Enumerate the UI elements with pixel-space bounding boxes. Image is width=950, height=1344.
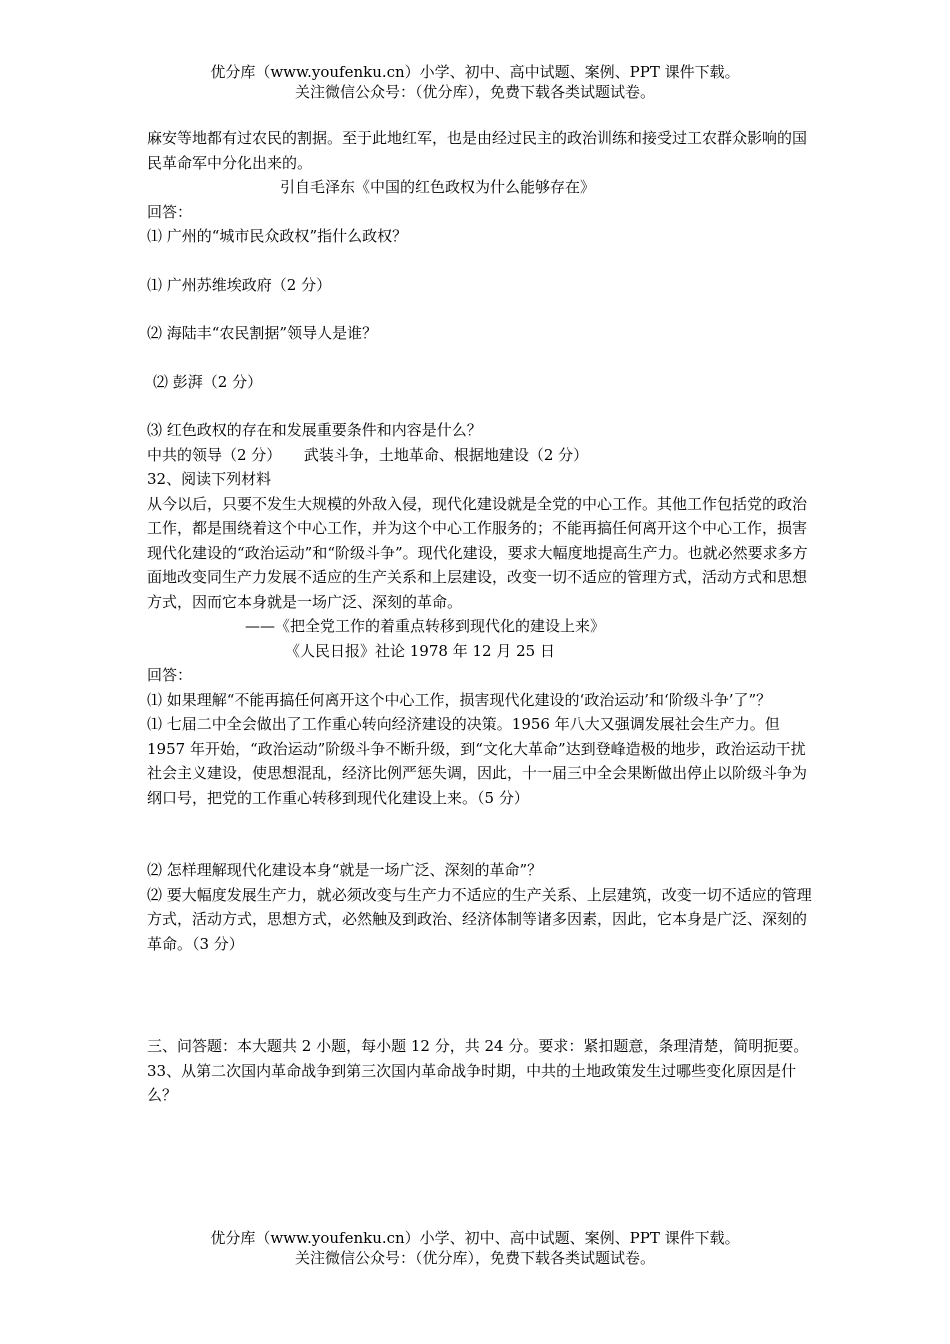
q32-answer-1: ⑴ 七届二中全会做出了工作重心转向经济建设的决策。1956 年八大又强调发展社会生产力。但 1957 年开始，“政治运动”阶级斗争不断升级，到“文化大革命”达到登峰造极的地步，政治运动干扰社会主义建设，使思想混乱，经济比例严惩失调，因此，十一届三中全会果断做出停止以阶级斗争为纲口号，把党的工作重心转移到现代化建设上来。（5 分） [147, 715, 808, 807]
q32-title: 32、阅读下列材料 [147, 470, 272, 488]
q32-question-2: ⑵ 怎样理解现代化建设本身“就是一场广泛、深刻的革命”？ [147, 861, 543, 879]
footer-line-1: 优分库（www.youfenku.cn）小学、初中、高中试题、案例、PPT 课件下载。 [210, 1229, 740, 1247]
header-line-2: 关注微信公众号：（优分库），免费下载各类试题试卷。 [294, 83, 655, 101]
q31-answer-1: ⑴ 广州苏维埃政府（2 分） [147, 275, 332, 294]
q31-question-1: ⑴ 广州的“城市民众政权”指什么政权？ [147, 227, 408, 245]
q31-question-2: ⑵ 海陆丰“农民割据”领导人是谁？ [147, 324, 378, 342]
q32-material: 从今以后，只要不发生大规模的外敌入侵，现代化建设就是全党的中心工作。其他工作包括党的政治工作，都是围绕着这个中心工作，并为这个中心工作服务的；不能再搞任何离开这个中心工作，损害现代化建设的“政治运动”和“阶级斗争”。现代化建设，要求大幅度地提高生产力。也就必然要求多方面地改变同生产力发展不适应的生产关系和上层建设，改变一切不适应的管理方式，活动方式和思想方式，因而它本身就是一场广泛、深刻的革命。 [147, 494, 808, 611]
q33-question: 33、从第二次国内革命战争到第三次国内革命战争时期，中共的土地政策发生过哪些变化原因是什么？ [147, 1061, 797, 1104]
page-footer [0, 1228, 950, 1268]
q31-question-3: ⑶ 红色政权的存在和发展重要条件和内容是什么？ [147, 421, 482, 439]
q31-material-tail: 麻安等地都有过农民的割据。至于此地红军，也是由经过民主的政治训练和接受过工农群众影响的国民革命军中分化出来的。 [147, 129, 808, 172]
footer-line-2: 关注微信公众号：（优分库），免费下载各类试题试卷。 [294, 1249, 655, 1267]
q32-answer-2: ⑵ 要大幅度发展生产力，就必须改变与生产力不适应的生产关系、上层建筑，改变一切不适应的管理方式，活动方式，思想方式，必然触及到政治、经济体制等诸多因素，因此，它本身是广泛、深刻的革命。（3 分） [147, 885, 812, 953]
q32-source-1: ——《把全党工作的着重点转移到现代化的建设上来》 [245, 617, 606, 635]
q32-answer-label: 回答： [147, 666, 193, 684]
q32-question-1: ⑴ 如果理解“不能再搞任何离开这个中心工作，损害现代化建设的‘政治运动’和‘阶级斗争’了”？ [147, 690, 772, 709]
q32-source-2: 《人民日报》社论 1978 年 12 月 25 日 [285, 641, 555, 660]
page-header [0, 62, 950, 102]
header-line-1: 优分库（www.youfenku.cn）小学、初中、高中试题、案例、PPT 课件下载。 [210, 63, 740, 81]
q31-source: 引自毛泽东《中国的红色政权为什么能够存在》 [280, 178, 596, 196]
q31-answer-3: 中共的领导（2 分） 武装斗争，土地革命、根据地建设（2 分） [147, 445, 589, 464]
q31-answer-label: 回答： [147, 202, 193, 221]
document-body [147, 126, 817, 1108]
section-3-intro: 三、问答题：本大题共 2 小题，每小题 12 分，共 24 分。要求：紧扣题意，条理清楚，简明扼要。 [147, 1037, 809, 1055]
q31-answer-2: ⑵ 彭湃（2 分） [153, 372, 263, 391]
